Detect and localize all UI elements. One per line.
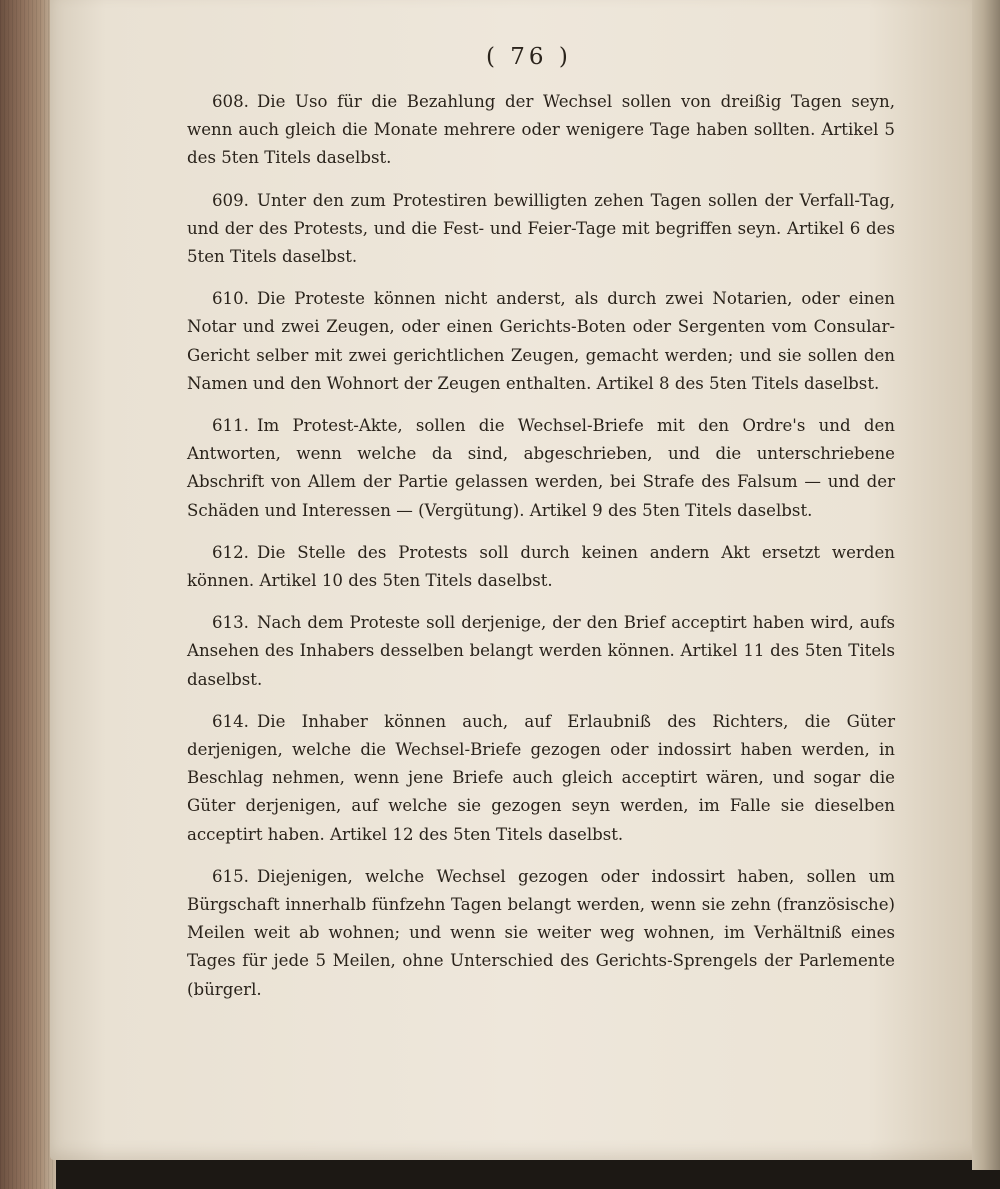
paragraph-text: Die Stelle des Protests soll durch keinen andern Akt ersetzt werden können. Artikel 10 des 5ten Titels daselbst. [187,542,895,591]
paragraph-number: 608. [212,92,249,111]
paragraph-number: 610. [212,289,249,309]
paragraph-number: 615. [212,866,249,886]
paragraph-text: Die Proteste können nicht anderst, als durch zwei Notarien, oder einen Notar und zwei Zeugen, oder einen Gerichts-Boten oder Sergenten vom Consular-Gericht selber mit zwei gerichtlichen Zeugen, gemacht werden; und sie sollen den Namen und den Wohnort der Zeugen enthalten. Artikel 8 des 5ten Titels daselbst. [187,289,895,393]
paragraph-614 [187,708,895,849]
paragraph-number: 614. [212,711,249,731]
book-spine-edge [0,0,56,1189]
paragraph-609 [187,187,895,272]
paragraph-number: 613. [212,613,249,633]
paragraph-text: Diejenigen, welche Wechsel gezogen oder indossirt haben, sollen um Bürgschaft innerhalb fünfzehn Tagen belangt werden, wenn sie zehn (französische) Meilen weit ab wohnen; und wenn sie weiter weg wohnen, im Verhältniß eines Tages für jede 5 Meilen, ohne Unterschied des Gerichts-Sprengels der Parlemente (bürgerl. [187,866,895,999]
paragraph-text: Im Protest-Akte, sollen die Wechsel-Briefe mit den Ordre's und den Antworten, wenn welche da sind, abgeschrieben, und die unterschriebene Abschrift von Allem der Partie gelassen werden, bei Strafe des Falsum — und der Schäden und Interessen — (Vergütung). Artikel 9 des 5ten Titels daselbst. [187,416,895,520]
paragraph-612 [187,539,895,595]
page-stack-edge [972,0,1000,1170]
paragraph-610 [187,285,895,398]
paragraph-608 [187,88,895,173]
paragraph-number: 612. [212,542,249,562]
paragraph-number: 611. [212,416,249,436]
page-number: ( 76 ) [486,44,572,70]
page-body [187,88,895,1018]
paragraph-text: Unter den zum Protestiren bewilligten zehen Tagen sollen der Verfall-Tag, und der des Protests, und die Fest- und Feier-Tage mit begriffen seyn. Artikel 6 des 5ten Titels daselbst. [187,190,895,267]
paragraph-615 [187,863,895,1004]
paragraph-text: Die Uso für die Bezahlung der Wechsel sollen von dreißig Tagen seyn, wenn auch gleich die Monate mehrere oder wenigere Tage haben sollten. Artikel 5 des 5ten Titels daselbst. [187,92,895,168]
paragraph-613 [187,609,895,694]
paragraph-text: Die Inhaber können auch, auf Erlaubniß des Richters, die Güter derjenigen, welche die Wechsel-Briefe gezogen oder indossirt haben werden, in Beschlag nehmen, wenn jene Briefe auch gleich acceptirt wären, und sogar die Güter derjenigen, auf welche sie gezogen seyn werden, im Falle sie dieselben acceptirt haben. Artikel 12 des 5ten Titels daselbst. [187,711,895,844]
paragraph-611 [187,412,895,525]
paragraph-number: 609. [212,190,249,210]
paragraph-text: Nach dem Proteste soll derjenige, der den Brief acceptirt haben wird, aufs Ansehen des Inhabers desselben belangt werden können. Artikel 11 des 5ten Titels daselbst. [187,613,895,689]
